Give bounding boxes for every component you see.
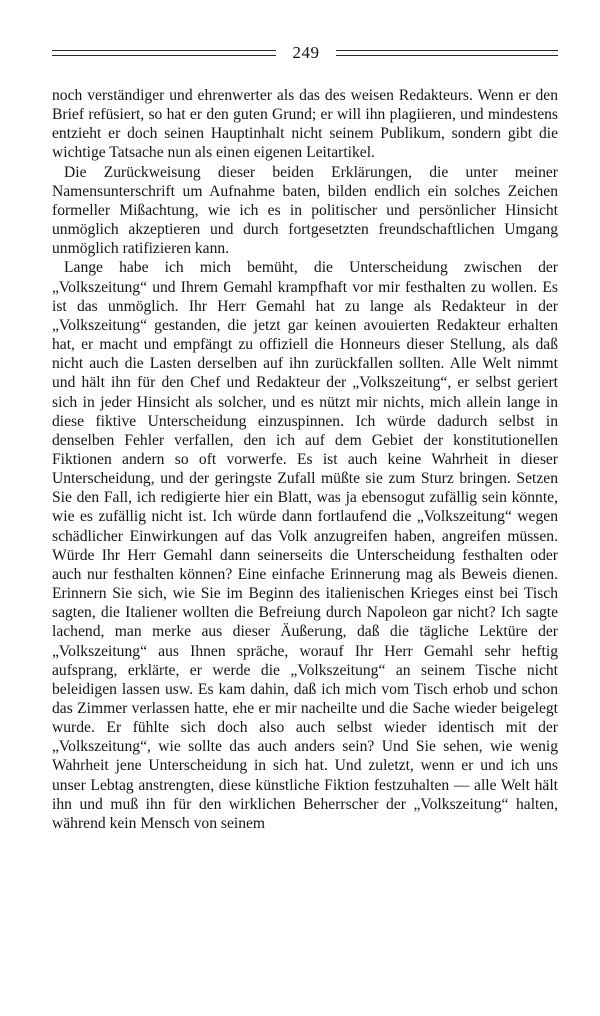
body-text xyxy=(52,86,558,833)
page-header xyxy=(52,43,558,65)
paragraph-continuation: noch verständiger und ehrenwerter als das des weisen Redakteurs. Wenn er den Brief refüsiert, so hat er den guten Grund; er will ihn plagiieren, und mindestens entzieht er doch seinen Hauptinhalt nicht seinem Publikum, sondern gibt die wichtige Tatsache nun als einen eigenen Leitartikel. xyxy=(52,87,558,162)
header-rule-right xyxy=(336,50,558,56)
page-number: 249 xyxy=(292,43,320,62)
header-rule-left xyxy=(52,50,276,56)
paragraph: Die Zurückweisung dieser beiden Erklärungen, die unter meiner Namensunterschrift um Aufnahme baten, bilden endlich ein solches Zeichen formeller Mißachtung, wie ich es in politischer und persönlicher Hinsicht unmöglich akzeptieren und durch fortgesetzten freundschaftlichen Umgang unmöglich ratifizieren kann. xyxy=(52,163,558,258)
paragraph: Lange habe ich mich bemüht, die Unterscheidung zwischen der „Volkszeitung“ und Ihrem Gemahl krampfhaft vor mir festhalten zu wollen. Es ist das unmöglich. Ihr Herr Gemahl hat zu lange als Redakteur in der „Volkszeitung“ gestanden, die jetzt gar keinen avouierten Redakteur erhalten hat, er macht und empfängt zu offiziell die Honneurs dieser Stellung, als daß nicht auch die Lasten derselben auf ihn zurückfallen sollten. Alle Welt nimmt und hält ihn für den Chef und Redakteur der „Volkszeitung“, er selbst geriert sich in jeder Hinsicht als solcher, und es nützt mir nichts, mich allein lange in diese fiktive Unterscheidung einzuspinnen. Ich würde dadurch selbst in denselben Fehler verfallen, den ich auf dem Gebiet der konstitutionellen Fiktionen andern so oft vorwerfe. Es ist auch keine Wahrheit in dieser Unterscheidung, und der geringste Zufall müßte sie zum Sturz bringen. Setzen Sie den Fall, ich redigierte hier ein Blatt, was ja ebensogut zufällig sein könnte, wie es zufällig nicht ist. Ich würde dann fortlaufend die „Volkszeitung“ wegen schädlicher Einwirkungen auf das Volk anzugreifen haben, angreifen müssen. Würde Ihr Herr Gemahl dann seinerseits die Unterscheidung festhalten oder auch nur festhalten können? Eine einfache Erinnerung mag als Beweis dienen. Erinnern Sie sich, wie Sie im Beginn des italienischen Krieges einst bei Tisch sagten, die Italiener wollten die Befreiung durch Napoleon gar nicht? Ich sagte lachend, man merke aus dieser Äußerung, daß die tägliche Lektüre der „Volkszeitung“ aus Ihnen spräche, worauf Ihr Herr Gemahl sehr heftig aufsprang, erklärte, er werde die „Volkszeitung“ an seinem Tische nicht beleidigen lassen usw. Es kam dahin, daß ich mich vom Tisch erhob und schon das Zimmer verlassen hatte, ehe er mir nacheilte und die Sache wieder beigelegt wurde. Er fühlte sich doch also auch selbst wieder identisch mit der „Volkszeitung“, wie sollte das auch anders sein? Und Sie sehen, wie wenig Wahrheit jene Unterscheidung in sich hat. Und zuletzt, wenn er und ich uns unser Lebtag anstrengten, diese künstliche Fiktion festzuhalten — alle Welt hält ihn und muß ihn für den wirklichen Beherrscher der „Volkszeitung“ halten, während kein Mensch von seinem xyxy=(52,259,558,832)
